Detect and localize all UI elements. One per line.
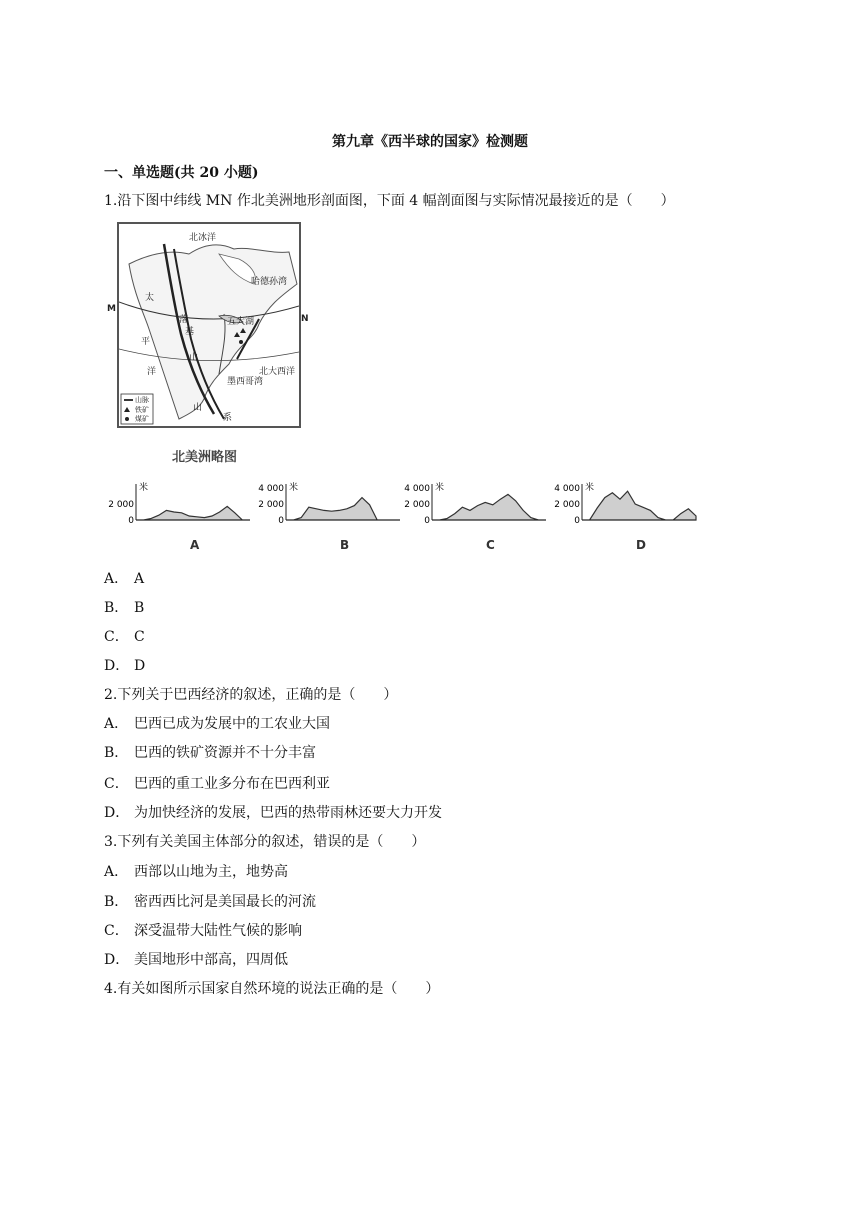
profile-label: D — [636, 538, 646, 552]
map-label-arctic: 北冰洋 — [189, 233, 217, 243]
profile-tick-label: 0 — [278, 516, 284, 526]
question-3-stem: 3.下列有关美国主体部分的叙述，错误的是（ ） — [104, 834, 426, 850]
north-america-map — [117, 222, 301, 428]
profile-chart — [254, 478, 402, 538]
question-3-option-b[interactable] — [104, 891, 316, 911]
question-1-option-d[interactable] — [104, 655, 145, 675]
profile-tick-label: 4 000 — [258, 484, 284, 494]
profile-terrain — [136, 506, 250, 520]
profile-tick-label: 0 — [128, 516, 134, 526]
question-1-option-c[interactable] — [104, 626, 145, 646]
question-1-option-b[interactable] — [104, 597, 144, 617]
profile-b — [254, 478, 402, 558]
option-letter: D． — [104, 952, 130, 968]
option-text: 西部以山地为主，地势高 — [134, 864, 288, 880]
map-label-mountain-1: 山 — [193, 403, 203, 413]
map-edge-n: N — [301, 314, 309, 324]
profile-tick-label: 2 000 — [554, 500, 580, 510]
map-label-pacific-3: 洋 — [147, 367, 157, 377]
document-title: 第九章《西半球的国家》检测题 — [332, 134, 528, 150]
profile-terrain — [582, 491, 696, 520]
profile-chart — [400, 478, 548, 538]
question-3-option-a[interactable] — [104, 861, 288, 881]
question-2-option-c[interactable] — [104, 773, 330, 793]
profile-d — [550, 478, 698, 558]
profile-chart — [104, 478, 252, 538]
question-2-option-a[interactable] — [104, 713, 330, 733]
profile-c — [400, 478, 548, 558]
question-4-stem: 4.有关如图所示国家自然环境的说法正确的是（ ） — [104, 981, 440, 997]
profile-label: A — [190, 538, 200, 552]
profile-unit-label: 米 — [585, 483, 595, 493]
option-text: 为加快经济的发展，巴西的热带雨林还要大力开发 — [134, 805, 442, 821]
option-text: 巴西已成为发展中的工农业大国 — [134, 716, 330, 732]
option-letter: D． — [104, 658, 130, 674]
profile-unit-label: 米 — [289, 483, 299, 493]
map-label-rocky-1: 落 — [179, 315, 189, 325]
map-label-gulf: 墨西哥湾 — [227, 377, 264, 387]
option-letter: C． — [104, 629, 129, 645]
option-letter: A． — [104, 716, 129, 732]
option-text: 密西西比河是美国最长的河流 — [134, 894, 316, 910]
option-letter: A． — [104, 864, 129, 880]
profile-tick-label: 2 000 — [108, 500, 134, 510]
option-letter: B． — [104, 600, 129, 616]
legend-coal-label: 煤矿 — [135, 415, 149, 423]
option-letter: B． — [104, 894, 129, 910]
profile-tick-label: 4 000 — [404, 484, 430, 494]
profile-a — [104, 478, 252, 558]
option-text: 美国地形中部高，四周低 — [134, 952, 288, 968]
section-heading: 一、单选题(共 20 小题) — [104, 165, 259, 181]
question-1-option-a[interactable] — [104, 568, 144, 588]
profile-label: B — [340, 538, 350, 552]
legend-iron-label: 铁矿 — [135, 406, 149, 414]
option-text: 深受温带大陆性气候的影响 — [134, 923, 302, 939]
option-text: 巴西的重工业多分布在巴西利亚 — [134, 776, 330, 792]
legend-mountain-label: 山脉 — [135, 396, 149, 404]
map-label-mountain-2: 系 — [223, 413, 233, 423]
profile-chart — [550, 478, 698, 538]
option-letter: B． — [104, 745, 129, 761]
question-1-stem: 1.沿下图中纬线 MN 作北美洲地形剖面图，下面 4 幅剖面图与实际情况最接近的是（ ） — [104, 193, 675, 209]
option-letter: C． — [104, 923, 129, 939]
option-text: A — [134, 571, 145, 587]
profile-terrain — [432, 494, 546, 520]
option-text: 巴西的铁矿资源并不十分丰富 — [134, 745, 316, 761]
map-label-pacific-1: 太 — [145, 293, 155, 303]
option-text: C — [134, 629, 145, 645]
profile-tick-label: 4 000 — [554, 484, 580, 494]
option-letter: D． — [104, 805, 130, 821]
profile-unit-label: 米 — [435, 483, 445, 493]
map-caption: 北美洲略图 — [172, 450, 238, 465]
map-label-hudson: 哈德孙湾 — [251, 277, 288, 287]
option-letter: A． — [104, 571, 129, 587]
question-2-option-b[interactable] — [104, 742, 316, 762]
question-2-option-d[interactable] — [104, 802, 442, 822]
question-3-option-c[interactable] — [104, 920, 302, 940]
option-letter: C． — [104, 776, 129, 792]
profile-label: C — [486, 538, 495, 552]
profile-terrain — [286, 498, 400, 520]
question-3-option-d[interactable] — [104, 949, 288, 969]
map-label-great-lakes: 五大湖 — [227, 317, 255, 327]
map-edge-m: M — [107, 304, 116, 314]
profiles-row — [104, 478, 704, 558]
question-2-stem: 2.下列关于巴西经济的叙述，正确的是（ ） — [104, 687, 398, 703]
map-label-pacific-2: 平 — [141, 337, 151, 347]
profile-tick-label: 2 000 — [404, 500, 430, 510]
profile-tick-label: 2 000 — [258, 500, 284, 510]
map-label-atlantic: 北大西洋 — [259, 367, 296, 377]
profile-tick-label: 0 — [574, 516, 580, 526]
option-text: B — [134, 600, 145, 616]
map-label-rocky-3: 山 — [189, 353, 199, 363]
profile-unit-label: 米 — [139, 483, 149, 493]
profile-tick-label: 0 — [424, 516, 430, 526]
option-text: D — [134, 658, 146, 674]
map-label-rocky-2: 基 — [185, 327, 195, 337]
